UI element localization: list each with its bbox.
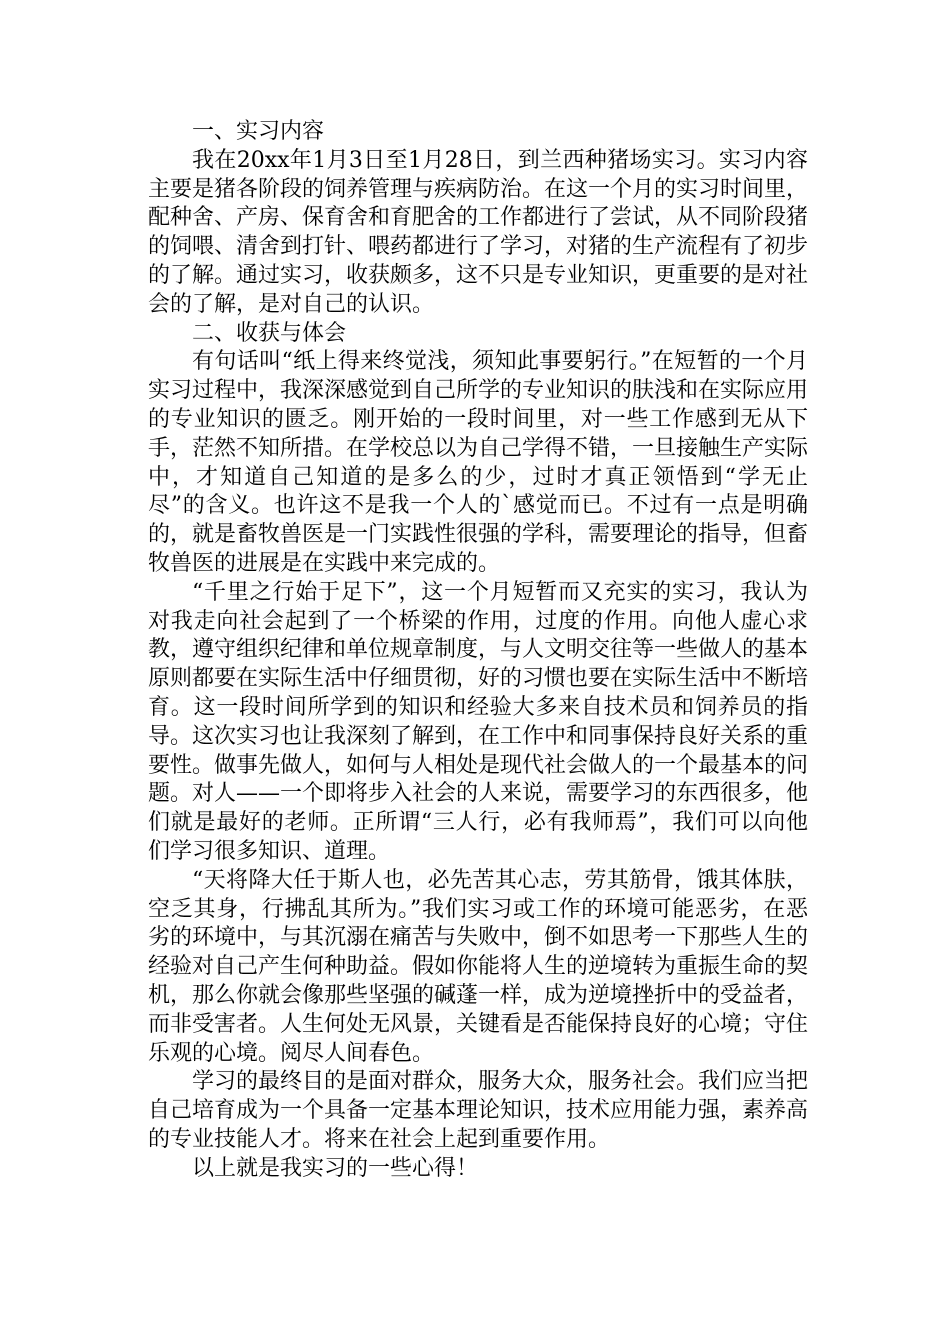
section-heading-1: 一、实习内容	[192, 119, 325, 144]
paragraph-internship-content: 我在20xx年1月3日至1月28日，到兰西种猪场实习。实习内容主要是猪各阶段的饲养管理与疾病防治。在这一个月的实习时间里，配种舍、产房、保育舍和育肥舍的工作都进行了尝试，从不同阶段猪的饲喂、清舍到打针、喂药都进行了学习，对猪的生产流程有了初步的了解。通过实习，收获颇多，这不只是专业知识，更重要的是对社会的了解，是对自己的认识。	[148, 147, 809, 317]
paragraph-journey: “千里之行始于足下”，这一个月短暂而又充实的实习，我认为对我走向社会起到了一个桥梁的作用，过度的作用。向他人虚心求教，遵守组织纪律和单位规章制度，与人文明交往等一些做人的基本原则都要在实际生活中仔细贯彻，好的习惯也要在实际生活中不断培育。这一段时间所学到的知识和经验大多来自技术员和饲养员的指导。这次实习也让我深刻了解到，在工作中和同事保持良好关系的重要性。做事先做人，如何与人相处是现代社会做人的一个最基本的问题。对人——一个即将步入社会的人来说，需要学习的东西很多，他们就是最好的老师。正所谓“三人行，必有我师焉”，我们可以向他们学习很多知识、道理。	[148, 579, 809, 864]
paragraph-gains: 有句话叫“纸上得来终觉浅，须知此事要躬行。”在短暂的一个月实习过程中，我深深感觉到自己所学的专业知识的肤浅和在实际应用的专业知识的匮乏。刚开始的一段时间里，对一些工作感到无从下手，茫然不知所措。在学校总以为自己学得不错，一旦接触生产实际中，才知道自己知道的是多么的少，过时才真正领悟到“学无止尽”的含义。也许这不是我一个人的`感觉而已。不过有一点是明确的，就是畜牧兽医是一门实践性很强的学科，需要理论的指导，但畜牧兽医的进展是在实践中来完成的。	[148, 349, 809, 576]
paragraph-learning-goal: 学习的最终目的是面对群众，服务大众，服务社会。我们应当把自己培育成为一个具备一定基本理论知识，技术应用能力强，素养高的专业技能人才。将来在社会上起到重要作用。	[148, 1069, 809, 1152]
document-body	[148, 118, 808, 1183]
paragraph-closing: 以上就是我实习的一些心得！	[192, 1155, 479, 1181]
section-heading-2: 二、收获与体会	[192, 320, 347, 346]
paragraph-adversity: “天将降大任于斯人也，必先苦其心志，劳其筋骨，饿其体肤，空乏其身，行拂乱其所为。”我们实习或工作的环境可能恶劣，在恶劣的环境中，与其沉溺在痛苦与失败中，倒不如思考一下那些人生的经验对自己产生何种助益。假如你能将人生的逆境转为重振生命的契机，那么你就会像那些坚强的碱蓬一样，成为逆境挫折中的受益者，而非受害者。人生何处无风景，关键看是否能保持良好的心境；守住乐观的心境。阅尽人间春色。	[148, 867, 809, 1066]
